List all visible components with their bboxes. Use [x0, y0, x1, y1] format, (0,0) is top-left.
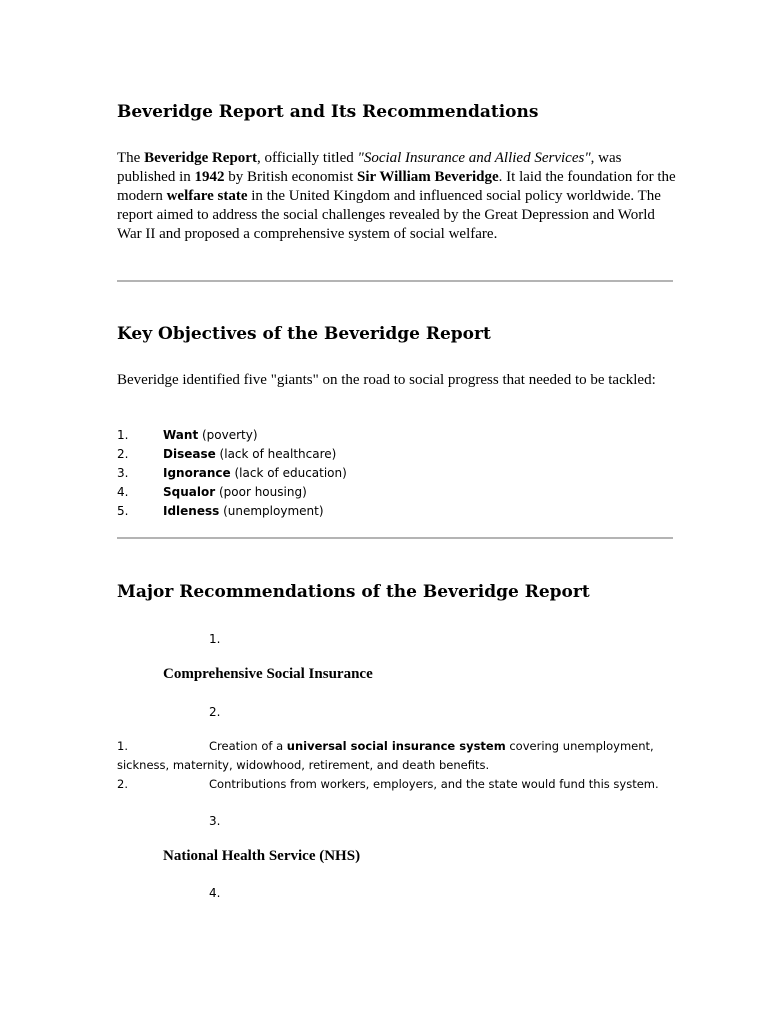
list-term: Ignorance — [163, 466, 231, 480]
list-number: 1. — [117, 739, 128, 753]
list-marker: 2. — [209, 705, 221, 719]
intro-text: , was published in — [117, 150, 622, 185]
section-divider — [117, 280, 673, 282]
recommendation-line: Contributions from workers, employers, and the state would fund this system. — [209, 777, 659, 791]
list-number: 4. — [117, 485, 129, 499]
list-term: Want — [163, 428, 199, 442]
list-number: 1. — [117, 428, 129, 442]
word: covering — [509, 739, 560, 753]
word: of — [261, 739, 273, 753]
intro-bold-year: 1942 — [194, 169, 225, 185]
intro-text: in the United Kingdom and influenced social policy worldwide. The report aimed to address the social challenges revealed by the Great Depression and World War II and proposed a comprehensive system of social welfare. — [117, 188, 661, 242]
section-divider — [117, 537, 673, 539]
subsection-heading: Comprehensive Social Insurance — [163, 666, 373, 682]
list-desc: (lack of education) — [230, 466, 347, 480]
list-term: Squalor — [163, 485, 216, 499]
list-number: 5. — [117, 504, 129, 518]
intro-text: , officially titled — [256, 150, 358, 166]
list-term: Disease — [163, 447, 216, 461]
list-desc: (unemployment) — [219, 504, 324, 518]
word: a — [276, 739, 284, 753]
intro-text: . It laid the foundation for the modern — [117, 169, 676, 204]
intro-bold-author: Sir William Beveridge — [357, 169, 499, 185]
intro-italic-title: "Social Insurance and Allied Services" — [357, 150, 591, 166]
objectives-intro: Beveridge identified five "giants" on the road to social progress that needed to be tackled: — [117, 372, 656, 388]
list-term: Idleness — [163, 504, 220, 518]
intro-text: by British economist — [224, 169, 357, 185]
subsection-heading: National Health Service (NHS) — [163, 848, 361, 864]
recommendation-line-continued: sickness, maternity, widowhood, retirement, and death benefits. — [117, 758, 490, 772]
list-desc: (lack of healthcare) — [215, 447, 337, 461]
recommendation-line — [209, 737, 654, 756]
intro-text: The — [117, 150, 145, 166]
word: Creation — [209, 739, 258, 753]
objectives-heading: Key Objectives of the Beveridge Report — [117, 324, 491, 344]
word: unemployment, — [562, 739, 654, 753]
list-desc: (poor housing) — [215, 485, 307, 499]
list-marker: 3. — [209, 814, 221, 828]
list-desc: (poverty) — [198, 428, 258, 442]
list-marker: 4. — [209, 886, 221, 900]
bold-phrase: universal social insurance system — [286, 739, 506, 753]
list-number: 2. — [117, 447, 129, 461]
page-title: Beveridge Report and Its Recommendations — [117, 102, 539, 122]
recommendations-heading: Major Recommendations of the Beveridge Report — [117, 582, 590, 602]
list-marker: 1. — [209, 632, 221, 646]
list-number: 2. — [117, 777, 128, 791]
intro-bold-report: Beveridge Report — [144, 150, 257, 166]
list-number: 3. — [117, 466, 129, 480]
intro-paragraph — [117, 149, 677, 244]
intro-bold-welfare: welfare state — [166, 188, 248, 204]
